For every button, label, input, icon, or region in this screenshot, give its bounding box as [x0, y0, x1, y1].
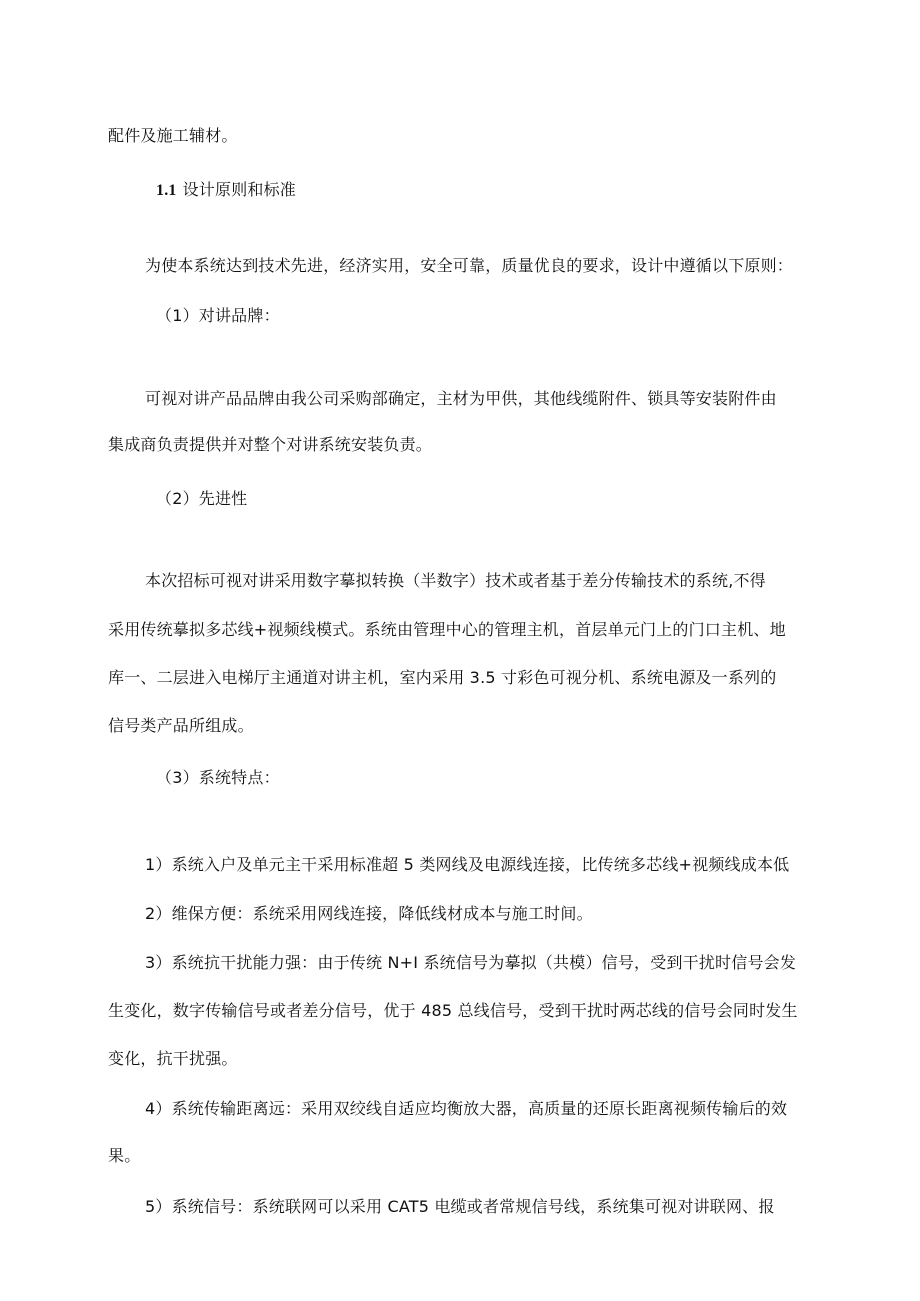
feature-point: 生变化，数字传输信号或者差分信号，优于 485 总线信号，受到干扰时两芯线的信号会同时发生 [108, 1001, 798, 1020]
item-advanced-line: 信号类产品所组成。 [108, 716, 254, 735]
feature-point: 3）系统抗干扰能力强：由于传统 N+I 系统信号为摹拟（共模）信号，受到干扰时信号会发 [145, 953, 797, 972]
principles-intro: 为使本系统达到技术先进，经济实用，安全可靠，质量优良的要求，设计中遵循以下原则： [145, 256, 794, 275]
item-advanced-line: 采用传统摹拟多芯线+视频线模式。系统由管理中心的管理主机，首层单元门上的门口主机、地 [108, 620, 786, 639]
feature-point: 变化，抗干扰强。 [108, 1049, 238, 1068]
item-advanced-line: 本次招标可视对讲采用数字摹拟转换（半数字）技术或者基于差分传输技术的系统,不得 [145, 571, 766, 590]
section-heading-title: 设计原则和标准 [182, 180, 297, 199]
intro-line: 配件及施工辅材。 [108, 126, 238, 145]
item-brand-line: 可视对讲产品品牌由我公司采购部确定，主材为甲供，其他线缆附件、锁具等安装附件由 [145, 389, 777, 408]
feature-point: 5）系统信号：系统联网可以采用 CAT5 电缆或者常规信号线，系统集可视对讲联网、报 [145, 1197, 775, 1216]
section-heading [156, 180, 296, 201]
item-advanced-label: （2）先进性 [156, 489, 248, 508]
feature-point: 1）系统入户及单元主干采用标准超 5 类网线及电源线连接，比传统多芯线+视频线成本低 [145, 855, 790, 874]
item-brand-label: （1）对讲品牌： [156, 306, 280, 325]
item-brand-line: 集成商负责提供并对整个对讲系统安装负责。 [108, 435, 433, 454]
feature-point: 4）系统传输距离远：采用双绞线自适应均衡放大器，高质量的还原长距离视频传输后的效 [145, 1099, 788, 1118]
item-features-label: （3）系统特点： [156, 768, 280, 787]
section-heading-number: 1.1 [156, 182, 177, 199]
feature-point: 果。 [108, 1146, 141, 1165]
item-advanced-line: 库一、二层进入电梯厅主通道对讲主机，室内采用 3.5 寸彩色可视分机、系统电源及一系列的 [108, 668, 777, 687]
feature-point: 2）维保方便：系统采用网线连接，降低线材成本与施工时间。 [145, 904, 593, 923]
